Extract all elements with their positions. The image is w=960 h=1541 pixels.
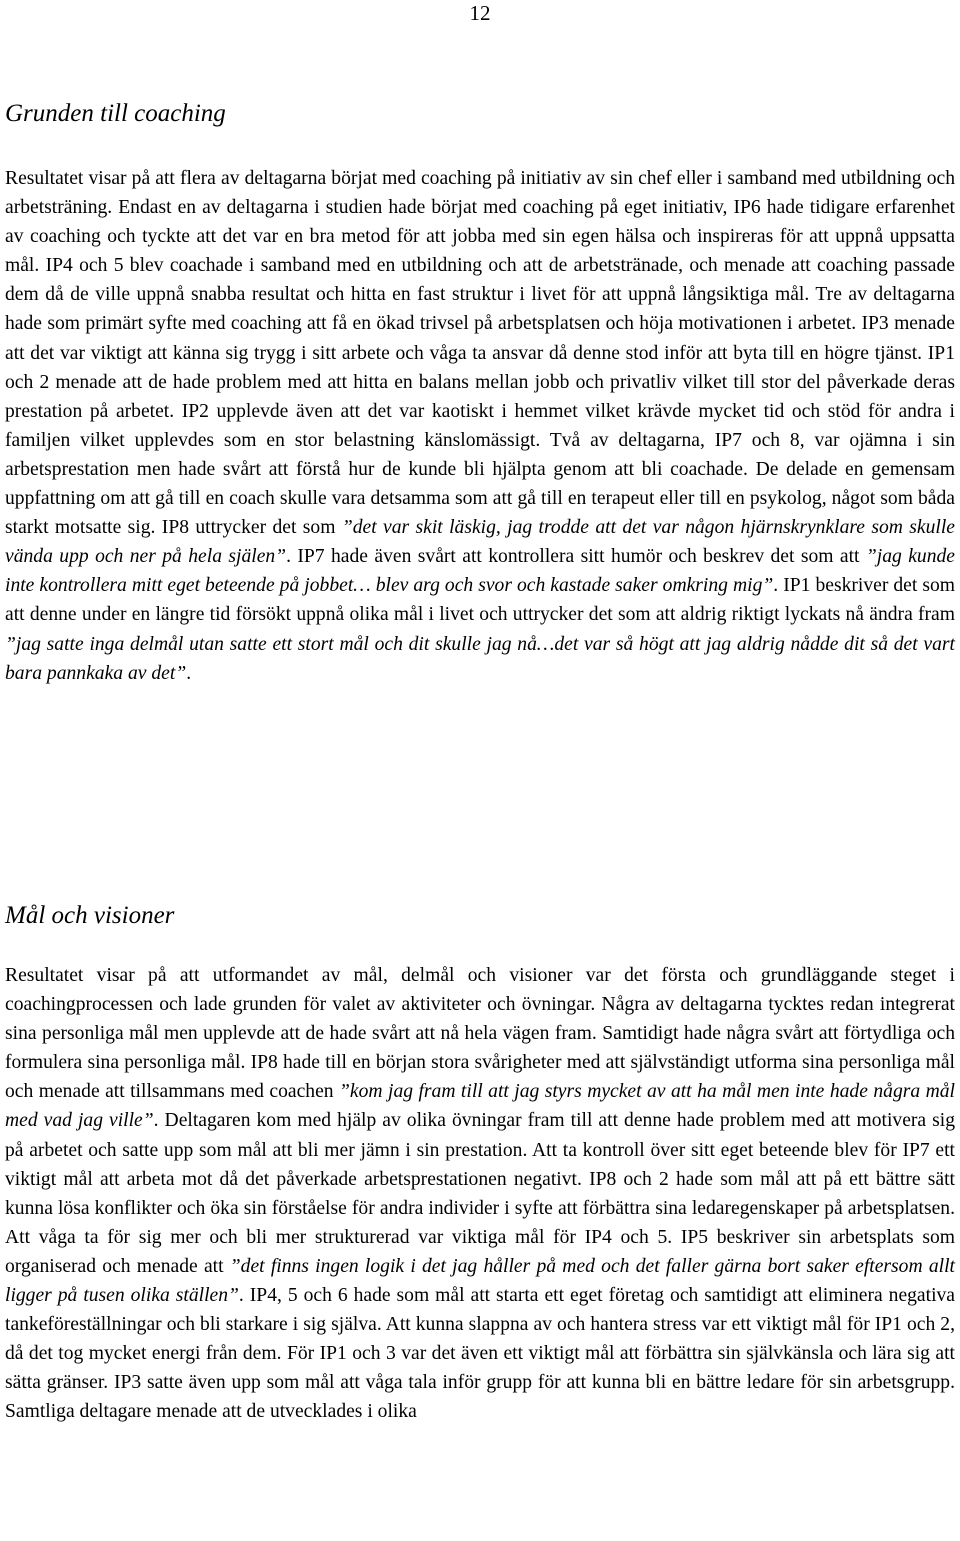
section-paragraph-grunden-till-coaching — [5, 164, 955, 688]
text-segment: Resultatet visar på att utformandet av mål, delmål och visioner var det första och grundläggande steget i coachingprocessen och lade grunden för valet av aktiviteter och övningar. Några av deltagarna tycktes redan integrerat sina personliga mål men upplevde att de hade svårt att nå hela vägen fram. Samtidigt hade några svårt att förtydliga och formulera sina personliga mål. IP8 hade till en början stora svårigheter med att självständigt utforma sina personliga mål och menade att tillsammans med coachen — [5, 965, 955, 1103]
section-heading-grunden-till-coaching: Grunden till coaching — [5, 100, 226, 127]
text-segment: . Deltagaren kom med hjälp av olika övningar fram till att denne hade problem med att motivera sig på arbetet och satte upp som mål att bli mer jämn i sin prestation. Att ta kontroll över sitt eget beteende blev för IP7 ett viktigt mål att arbeta mot då det påverkade arbetsprestationen negativt. IP8 och 2 hade som mål att på ett bättre sätt kunna lösa konflikter och öka sin förståelse för andra individer i syfte att förbättra sina ledaregenskaper på arbetsplatsen. Att våga ta för sig mer och bli mer strukturerad var viktiga mål för IP4 och 5. IP5 beskriver sin arbetsplats som organiserad och menade att — [5, 1110, 955, 1277]
quote-segment: ”kom jag fram till att jag styrs mycket av att ha mål men inte hade några mål med vad jag ville” — [5, 1081, 955, 1132]
quote-segment: ”jag kunde inte kontrollera mitt eget beteende på jobbet… blev arg och svor och kastade saker omkring mig” — [5, 546, 956, 597]
section-paragraph-mal-och-visioner — [5, 961, 955, 1427]
quote-segment: ”det var skit läskig, jag trodde att det var någon hjärnskrynklare som skulle vända upp och ner på hela själen” — [5, 517, 955, 568]
text-segment: . — [186, 662, 192, 684]
page-number: 12 — [469, 1, 491, 25]
quote-segment: ”det finns ingen logik i det jag håller på med och det faller gärna bort saker eftersom allt ligger på tusen olika ställen” — [5, 1255, 955, 1307]
text-segment: . IP7 hade även svårt att kontrollera sitt humör och beskrev det som att — [286, 546, 866, 568]
text-segment: . IP1 beskriver det som att denne under en längre tid försökt uppnå olika mål i livet och uttrycker det som att aldrig riktigt lyckats nå ändra fram — [5, 575, 956, 626]
text-segment: Resultatet visar på att flera av deltagarna börjat med coaching på initiativ av sin chef eller i samband med utbildning och arbetsträning. Endast en av deltagarna i studien hade börjat med coaching på eget initiativ, IP6 hade tidigare erfarenhet av coaching och tyckte att det var en bra metod för att jobba med sin egen hälsa och inspireras för att uppnå uppsatta mål. IP4 och 5 blev coachade i samband med en utbildning och att de arbetstränade, och menade att coaching passade dem då de ville uppnå snabba resultat och hitta en fast struktur i livet för att uppnå långsiktiga mål. Tre av deltagarna hade som primärt syfte med coaching att få en ökad trivsel på arbetsplatsen och höja motivationen i arbetet. IP3 menade att det var viktigt att känna sig trygg i sitt arbete och våga ta ansvar då denne stod inför att byta till en högre tjänst. IP1 och 2 menade att de hade problem med att hitta en balans mellan jobb och privatliv vilket till stor del påverkade deras prestation på arbetet. IP2 upplevde även att det var kaotiskt i hemmet vilket krävde mycket tid och stöd för andra i familjen vilket upplevdes som en stor belastning känslomässigt. Två av deltagarna, IP7 och 8, var ojämna i sin arbetsprestation men hade svårt att förstå hur de kunde bli hjälpta genom att bli coachade. De delade en gemensam uppfattning om att gå till en coach skulle vara detsamma som att gå till en terapeut eller till en psykolog, något som båda starkt motsatte sig. IP8 uttrycker det som — [5, 168, 955, 539]
quote-segment: ”jag satte inga delmål utan satte ett stort mål och dit skulle jag nå…det var så högt att jag aldrig nådde dit så det vart bara pannkaka av det” — [5, 633, 955, 684]
text-segment: . IP4, 5 och 6 hade som mål att starta ett eget företag och samtidigt att eliminera negativa tankeföreställningar och bli starkare i sig själva. Att kunna slappna av och hantera stress var ett viktigt mål för IP1 och 2, då det tog mycket energi från dem. För IP1 och 3 var det även ett viktigt mål att förbättra sin självkänsla och lära sig att sätta gränser. IP3 satte även upp som mål att våga tala inför grupp för att kunna bli en bättre ledare för sin arbetsgrupp. Samtliga deltagare menade att de utvecklades i olika — [5, 1285, 956, 1423]
section-heading-mal-och-visioner: Mål och visioner — [5, 902, 175, 929]
